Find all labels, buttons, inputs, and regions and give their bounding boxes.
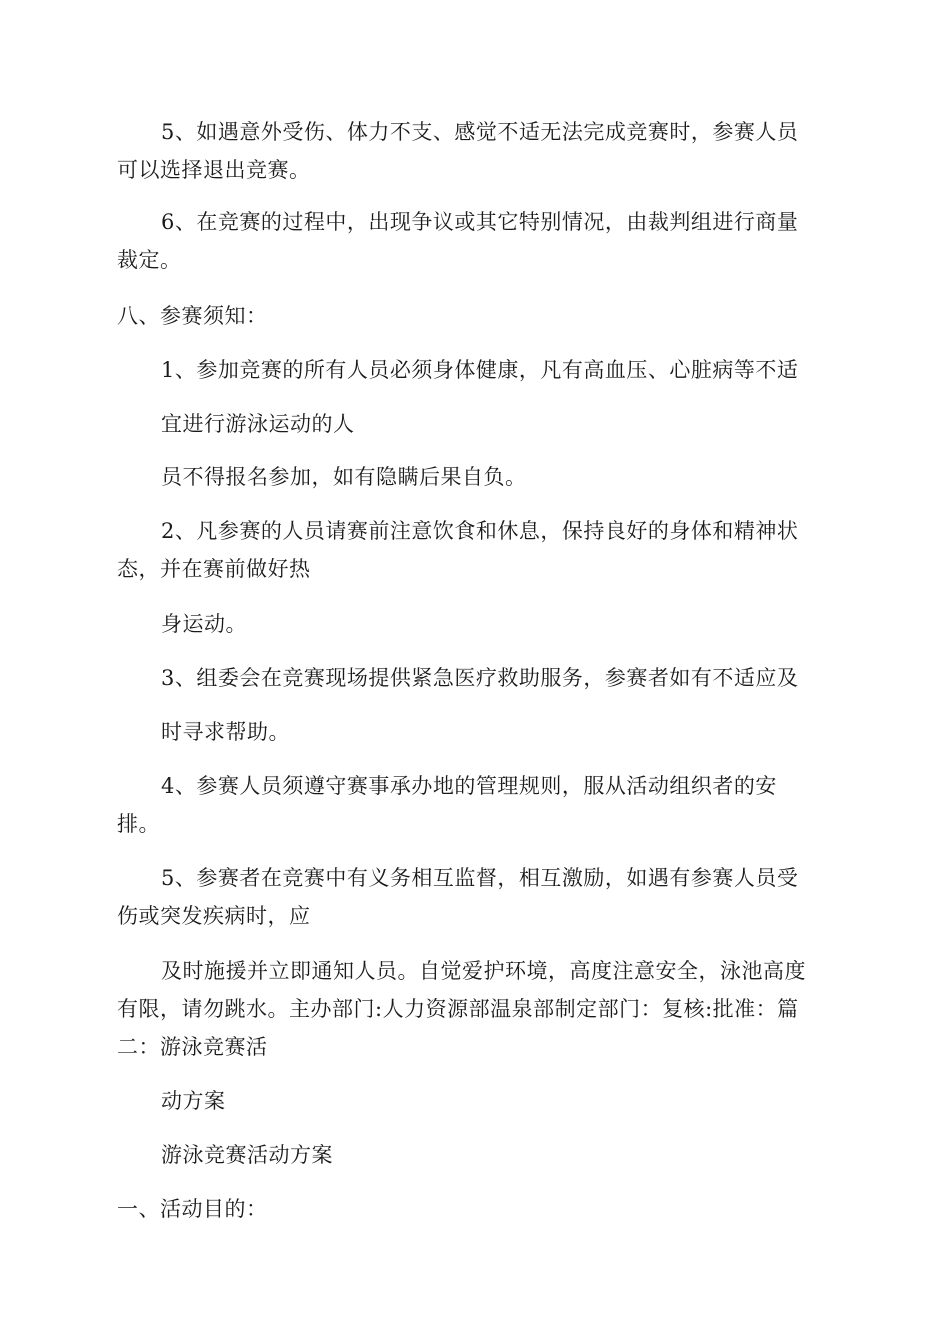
paragraph-line: 2、凡参赛的人员请赛前注意饮食和休息，保持良好的身体和精神状 xyxy=(161,519,799,543)
paragraph-line: 伤或突发疾病时，应 xyxy=(117,904,311,928)
section-heading: 八、参赛须知： xyxy=(117,304,268,328)
paragraph-line: 可以选择退出竞赛。 xyxy=(117,158,311,182)
document-title: 游泳竞赛活动方案 xyxy=(161,1143,333,1167)
paragraph-line: 5、参赛者在竞赛中有义务相互监督，相互激励，如遇有参赛人员受 xyxy=(161,866,799,890)
paragraph-line: 3、组委会在竞赛现场提供紧急医疗救助服务，参赛者如有不适应及 xyxy=(161,666,799,690)
paragraph-line: 二：游泳竞赛活 xyxy=(117,1035,268,1059)
paragraph-line: 时寻求帮助。 xyxy=(161,720,290,744)
paragraph-line: 5、如遇意外受伤、体力不支、感觉不适无法完成竞赛时，参赛人员 xyxy=(161,120,799,144)
paragraph-line: 宜进行游泳运动的人 xyxy=(161,412,355,436)
paragraph-line: 态，并在赛前做好热 xyxy=(117,557,311,581)
paragraph-line: 员不得报名参加，如有隐瞒后果自负。 xyxy=(161,465,527,489)
paragraph-line: 排。 xyxy=(117,812,160,836)
paragraph-line: 裁定。 xyxy=(117,248,182,272)
section-heading: 一、活动目的： xyxy=(117,1197,268,1221)
paragraph-line: 1、参加竞赛的所有人员必须身体健康，凡有高血压、心脏病等不适 xyxy=(161,358,799,382)
paragraph-line: 4、参赛人员须遵守赛事承办地的管理规则，服从活动组织者的安 xyxy=(161,774,777,798)
paragraph-line: 动方案 xyxy=(161,1089,226,1113)
paragraph-line: 有限，请勿跳水。主办部门:人力资源部温泉部制定部门：复核:批准：篇 xyxy=(117,997,799,1021)
paragraph-line: 身运动。 xyxy=(161,612,247,636)
paragraph-line: 及时施援并立即通知人员。自觉爱护环境，高度注意安全，泳池高度 xyxy=(161,959,806,983)
paragraph-line: 6、在竞赛的过程中，出现争议或其它特别情况，由裁判组进行商量 xyxy=(161,210,799,234)
